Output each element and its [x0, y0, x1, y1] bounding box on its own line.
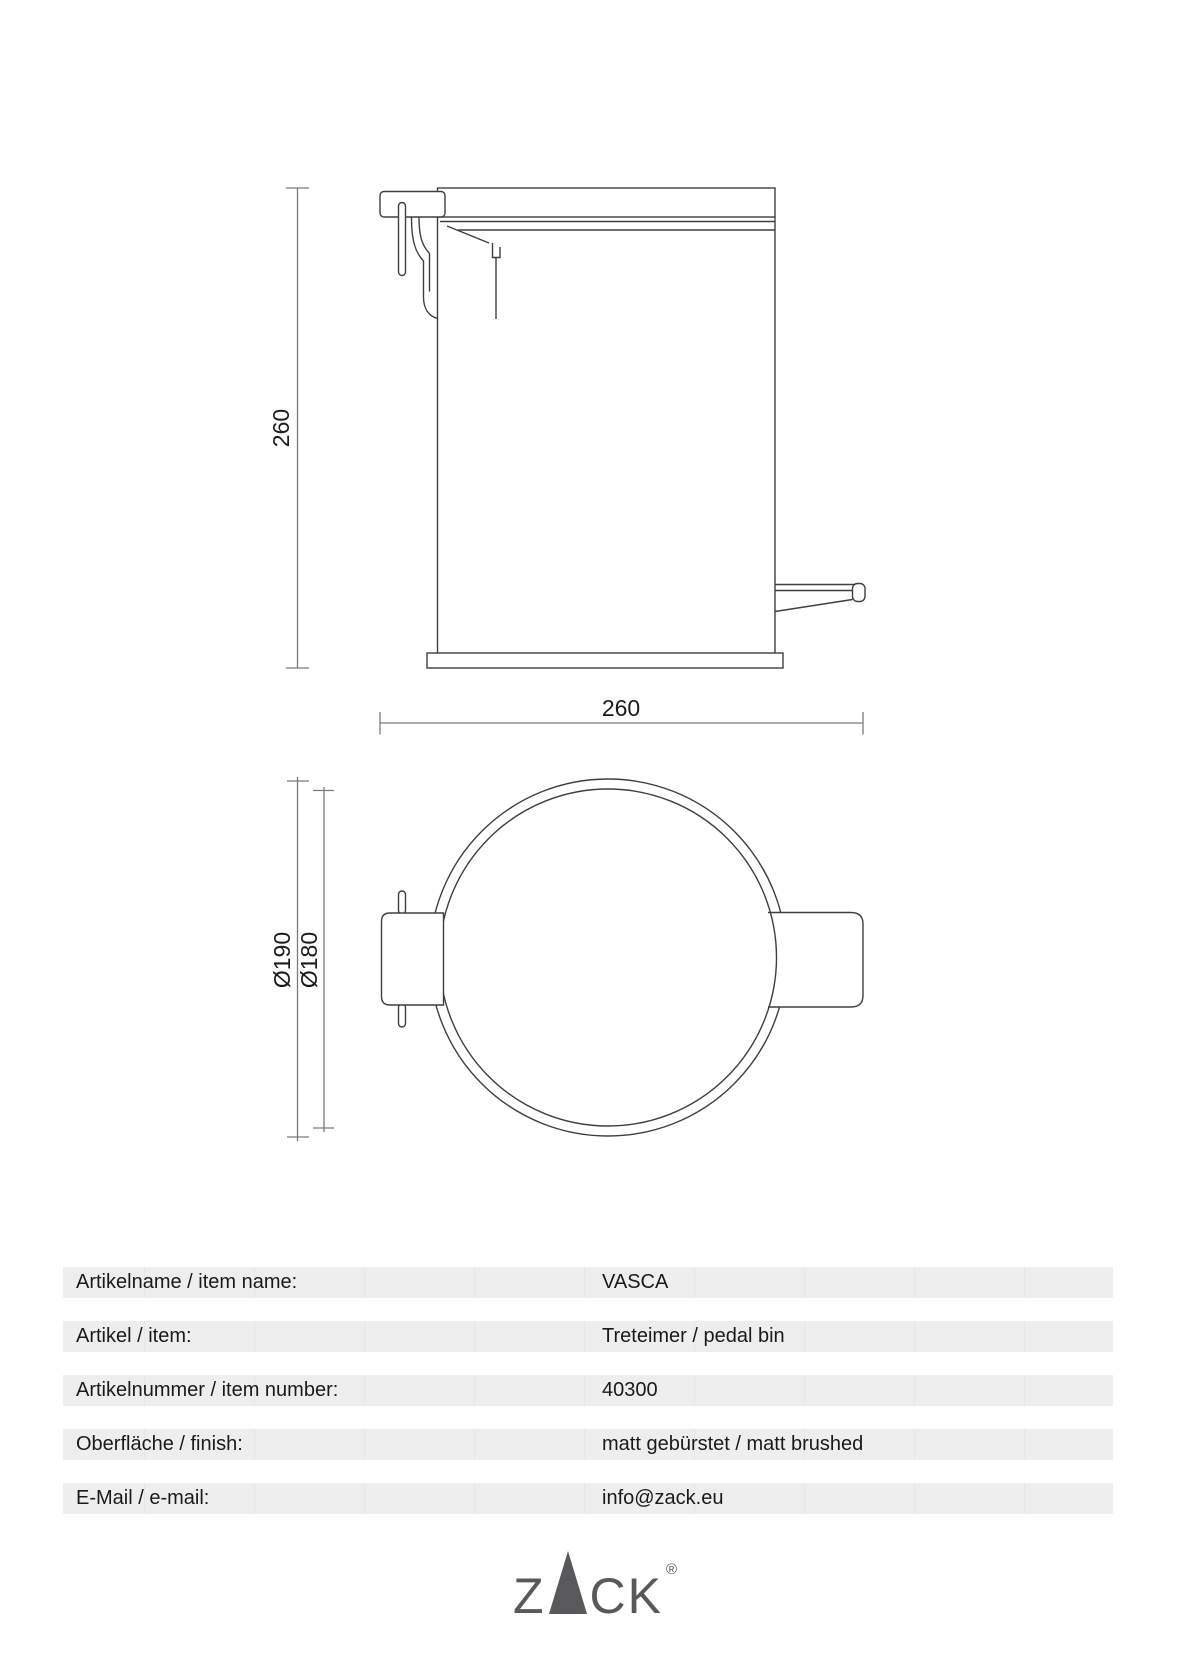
- top-view-outer-circle: [430, 779, 787, 1136]
- top-view-width-dimension: [380, 695, 863, 735]
- side-view-hinge-block: [380, 192, 445, 218]
- side-view-hinge-bracket: [412, 217, 438, 319]
- side-view-pedal: [775, 584, 865, 612]
- logo-letter-z: Z: [513, 1568, 546, 1624]
- top-view: [269, 777, 863, 1141]
- side-view-lid: [438, 188, 776, 217]
- spec-label: Artikelname / item name:: [76, 1271, 298, 1293]
- spec-value: info@zack.eu: [602, 1487, 724, 1509]
- top-view-width-label: 260: [601, 695, 641, 721]
- top-view-inner-diameter-label: Ø180: [296, 931, 322, 989]
- spec-label: Artikelnummer / item number:: [76, 1379, 339, 1401]
- spec-label: Artikel / item:: [76, 1325, 192, 1347]
- side-view-height-dimension: [268, 188, 309, 668]
- side-view-hinge-pin: [399, 203, 406, 276]
- side-view-hinge-lever: [447, 226, 489, 243]
- spec-row-item-number: [63, 1375, 1113, 1406]
- top-view-hinge-tab: [382, 913, 444, 1005]
- spec-label: E-Mail / e-mail:: [76, 1487, 210, 1509]
- top-view-pedal-tab: [768, 913, 863, 1008]
- spec-value: VASCA: [602, 1271, 669, 1293]
- side-view-pedal-tip: [853, 584, 866, 602]
- logo-letters-ck: CK: [589, 1568, 664, 1624]
- spec-row-email: [63, 1483, 1113, 1514]
- spec-value: matt gebürstet / matt brushed: [602, 1433, 864, 1455]
- logo-triangle-icon: [549, 1551, 587, 1614]
- side-view-hinge-bracket: [419, 217, 430, 292]
- top-view-hinge-pin: [399, 891, 406, 914]
- spec-row-item: [63, 1321, 1113, 1352]
- top-view-inner-diameter-dimension: [296, 787, 334, 1132]
- zack-logo: [513, 1548, 678, 1624]
- top-view-outer-diameter-label: Ø190: [269, 931, 295, 989]
- side-view-base: [427, 653, 783, 668]
- spec-value: 40300: [602, 1379, 658, 1401]
- spec-row-item-name: [63, 1267, 1113, 1298]
- spec-row-finish: [63, 1429, 1113, 1460]
- registered-trademark-icon: ®: [666, 1561, 678, 1578]
- top-view-hinge-pin: [399, 1004, 406, 1027]
- side-view-latch: [493, 243, 501, 258]
- spec-value: Treteimer / pedal bin: [602, 1325, 785, 1347]
- spec-label: Oberfläche / finish:: [76, 1433, 243, 1455]
- side-view: [268, 188, 865, 668]
- side-view-height-label: 260: [268, 408, 294, 448]
